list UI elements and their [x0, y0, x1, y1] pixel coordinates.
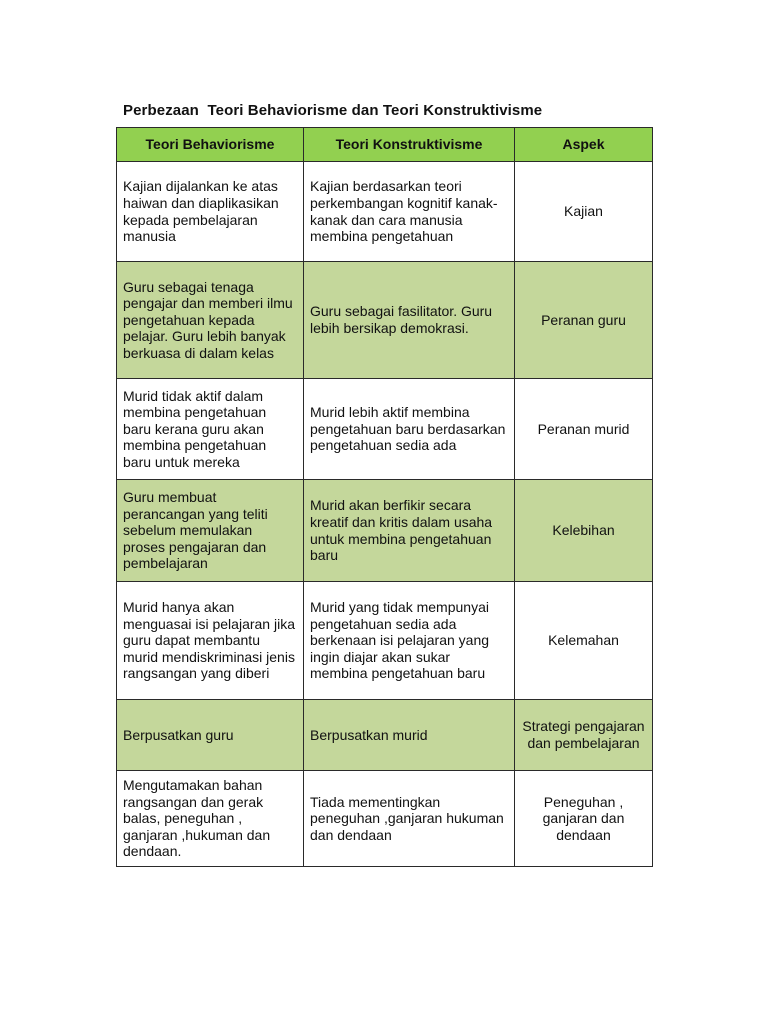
table-row	[117, 582, 653, 700]
table-row	[117, 262, 653, 379]
table-header	[117, 128, 653, 162]
cell-konstruktivisme: Kajian berdasarkan teori perkembangan kognitif kanak-kanak dan cara manusia membina pengetahuan	[304, 162, 515, 262]
cell-behaviorisme: Berpusatkan guru	[117, 700, 304, 771]
cell-aspek: Kelemahan	[515, 582, 653, 700]
header-behaviorisme: Teori Behaviorisme	[117, 128, 304, 162]
table-row	[117, 771, 653, 867]
header-row	[117, 128, 653, 162]
cell-behaviorisme: Guru membuat perancangan yang teliti sebelum memulakan proses pengajaran dan pembelajaran	[117, 480, 304, 582]
cell-behaviorisme: Murid tidak aktif dalam membina pengetahuan baru kerana guru akan membina pengetahuan baru untuk mereka	[117, 379, 304, 480]
document-title: Perbezaan Teori Behaviorisme dan Teori Konstruktivisme	[123, 102, 543, 119]
header-konstruktivisme: Teori Konstruktivisme	[304, 128, 515, 162]
table-row	[117, 700, 653, 771]
cell-aspek: Kelebihan	[515, 480, 653, 582]
cell-konstruktivisme: Murid yang tidak mempunyai pengetahuan sedia ada berkenaan isi pelajaran yang ingin diajar akan sukar membina pengetahuan baru	[304, 582, 515, 700]
table-row	[117, 480, 653, 582]
header-aspek: Aspek	[515, 128, 653, 162]
cell-behaviorisme: Murid hanya akan menguasai isi pelajaran jika guru dapat membantu murid mendiskriminasi jenis rangsangan yang diberi	[117, 582, 304, 700]
table-row	[117, 379, 653, 480]
table-body	[117, 162, 653, 867]
cell-konstruktivisme: Murid akan berfikir secara kreatif dan kritis dalam usaha untuk membina pengetahuan baru	[304, 480, 515, 582]
cell-konstruktivisme: Berpusatkan murid	[304, 700, 515, 771]
cell-aspek: Peranan guru	[515, 262, 653, 379]
cell-konstruktivisme: Tiada mementingkan peneguhan ,ganjaran hukuman dan dendaan	[304, 771, 515, 867]
cell-konstruktivisme: Guru sebagai fasilitator. Guru lebih bersikap demokrasi.	[304, 262, 515, 379]
cell-aspek: Peranan murid	[515, 379, 653, 480]
table-row	[117, 162, 653, 262]
cell-aspek: Peneguhan , ganjaran dan dendaan	[515, 771, 653, 867]
cell-behaviorisme: Mengutamakan bahan rangsangan dan gerak balas, peneguhan , ganjaran ,hukuman dan dendaan.	[117, 771, 304, 867]
cell-konstruktivisme: Murid lebih aktif membina pengetahuan baru berdasarkan pengetahuan sedia ada	[304, 379, 515, 480]
cell-behaviorisme: Guru sebagai tenaga pengajar dan memberi ilmu pengetahuan kepada pelajar. Guru lebih banyak berkuasa di dalam kelas	[117, 262, 304, 379]
cell-aspek: Kajian	[515, 162, 653, 262]
comparison-table	[116, 127, 653, 867]
cell-aspek: Strategi pengajaran dan pembelajaran	[515, 700, 653, 771]
cell-behaviorisme: Kajian dijalankan ke atas haiwan dan diaplikasikan kepada pembelajaran manusia	[117, 162, 304, 262]
